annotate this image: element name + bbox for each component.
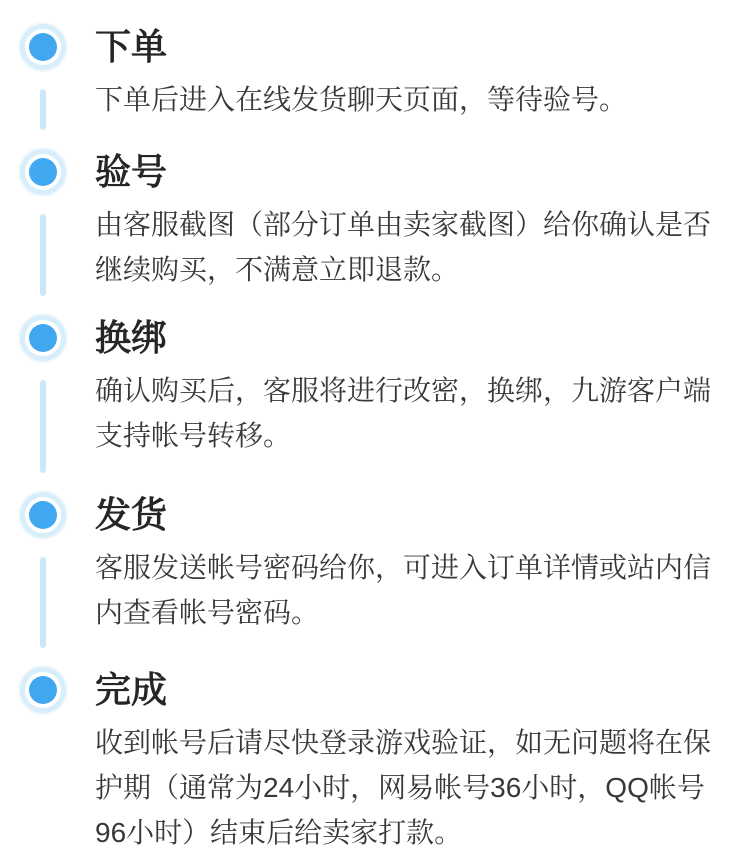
step-description: 确认购买后，客服将进行改密，换绑，九游客户端支持帐号转移。 [95, 375, 712, 451]
step-description: 下单后进入在线发货聊天页面，等待验号。 [95, 84, 628, 115]
timeline-connector-line [40, 89, 46, 130]
step-item-complete [0, 668, 750, 855]
step-item-delivery [0, 493, 750, 635]
timeline-dot-icon [29, 676, 57, 704]
timeline-connector-line [40, 557, 46, 648]
step-title: 发货 [95, 494, 168, 535]
step-description: 收到帐号后请尽快登录游戏验证，如无问题将在保护期（通常为24小时，网易帐号36小时，QQ帐号96小时）结束后给卖家打款。 [95, 727, 712, 848]
step-description: 客服发送帐号密码给你，可进入订单详情或站内信内查看帐号密码。 [95, 552, 712, 628]
timeline-dot-icon [29, 33, 57, 61]
step-title: 验号 [95, 151, 168, 192]
step-title: 完成 [95, 669, 168, 710]
step-title: 换绑 [95, 317, 168, 358]
step-description: 由客服截图（部分订单由卖家截图）给你确认是否继续购买，不满意立即退款。 [95, 209, 712, 285]
step-item-verify [0, 150, 750, 292]
step-title: 下单 [95, 26, 168, 67]
step-item-order [0, 25, 750, 122]
timeline-dot-icon [29, 501, 57, 529]
timeline-connector-line [40, 380, 46, 473]
timeline-dot-icon [29, 324, 57, 352]
step-item-rebind [0, 316, 750, 458]
timeline-dot-icon [29, 158, 57, 186]
timeline-connector-line [40, 214, 46, 296]
